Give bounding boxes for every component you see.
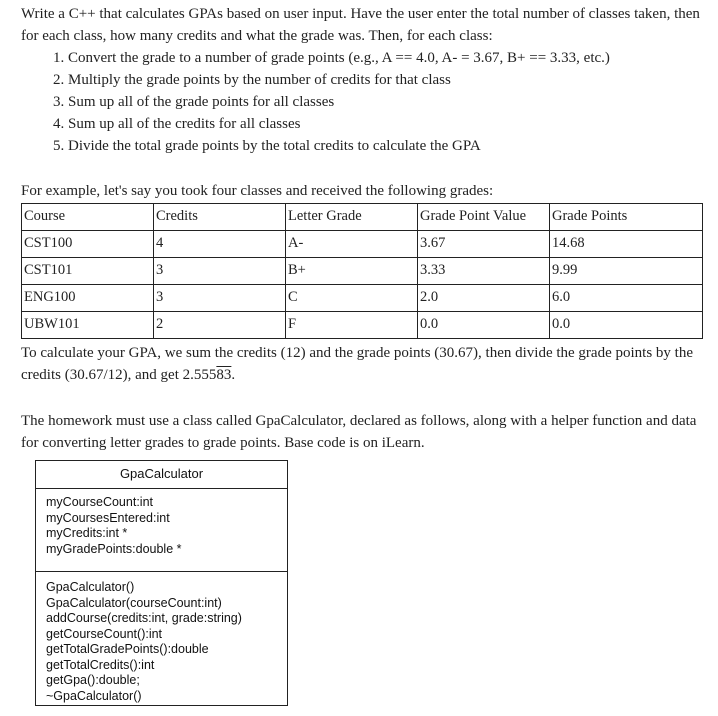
table-cell: 0.0 — [418, 312, 550, 339]
table-cell: CST101 — [22, 258, 154, 285]
uml-attribute: myGradePoints:double * — [46, 541, 182, 556]
table-cell: B+ — [286, 258, 418, 285]
table-header-row — [22, 204, 703, 231]
grades-table — [21, 203, 703, 339]
homework-paragraph: The homework must use a class called GpaCalculator, declared as follows, along with a helper function and data for converting letter grades to grade points. Base code is on iLearn. — [21, 413, 697, 451]
uml-class-name: GpaCalculator — [36, 461, 287, 489]
table-row — [22, 312, 703, 339]
table-cell: C — [286, 285, 418, 312]
uml-operation: getGpa():double; — [46, 673, 140, 687]
table-cell: 9.99 — [550, 258, 703, 285]
table-cell: A- — [286, 231, 418, 258]
uml-operation: ~GpaCalculator() — [46, 688, 142, 703]
table-cell: CST100 — [22, 231, 154, 258]
steps-list — [0, 47, 708, 157]
table-row — [22, 285, 703, 312]
uml-operation: GpaCalculator(courseCount:int) — [46, 595, 222, 610]
table-cell: 2 — [154, 312, 286, 339]
example-intro: For example, let's say you took four classes and received the following grades: — [21, 183, 494, 199]
uml-attribute: myCoursesEntered:int — [46, 510, 170, 525]
step-item: 5. Divide the total grade points by the total credits to calculate the GPA — [68, 135, 708, 157]
uml-attribute: myCredits:int * — [46, 526, 128, 540]
table-header-cell: Letter Grade — [286, 204, 418, 231]
uml-operation: getTotalGradePoints():double — [46, 642, 209, 656]
calculation-text: To calculate your GPA, we sum the credits (12) and the grade points (30.67), then divide the grade points by the credits (30.67/12), and get — [21, 345, 693, 383]
table-cell: ENG100 — [22, 285, 154, 312]
table-header-cell: Grade Points — [550, 204, 703, 231]
uml-operation: GpaCalculator() — [46, 580, 135, 594]
table-header-cell: Grade Point Value — [418, 204, 550, 231]
table-cell: 3 — [154, 258, 286, 285]
table-cell: UBW101 — [22, 312, 154, 339]
uml-attribute: myCourseCount:int — [46, 495, 153, 509]
table-cell: 14.68 — [550, 231, 703, 258]
gpa-repeating-digits: 83 — [216, 367, 232, 383]
step-item: 1. Convert the grade to a number of grade points (e.g., A == 4.0, A- = 3.67, B+ == 3.33, etc.) — [68, 47, 708, 69]
uml-operation: getCourseCount():int — [46, 626, 163, 641]
calculation-paragraph — [21, 342, 701, 386]
table-cell: F — [286, 312, 418, 339]
table-row — [22, 258, 703, 285]
table-row — [22, 231, 703, 258]
step-item: 2. Multiply the grade points by the number of credits for that class — [68, 69, 708, 91]
table-cell: 3 — [154, 285, 286, 312]
table-header-cell: Credits — [154, 204, 286, 231]
gpa-result — [183, 367, 232, 383]
table-cell: 6.0 — [550, 285, 703, 312]
calculation-end: . — [231, 367, 236, 383]
table-cell: 0.0 — [550, 312, 703, 339]
table-header-cell: Course — [22, 204, 154, 231]
step-item: 4. Sum up all of the credits for all classes — [68, 113, 708, 135]
uml-operations — [36, 572, 287, 712]
uml-operation: getTotalCredits():int — [46, 657, 155, 672]
uml-operation: addCourse(credits:int, grade:string) — [46, 611, 242, 625]
intro-paragraph: Write a C++ that calculates GPAs based on user input. Have the user enter the total number of classes taken, then for each class, how many credits and what the grade was. Then, for each class: — [21, 6, 700, 44]
uml-class-diagram — [35, 460, 288, 706]
table-cell: 3.67 — [418, 231, 550, 258]
table-cell: 2.0 — [418, 285, 550, 312]
table-cell: 3.33 — [418, 258, 550, 285]
uml-attributes — [36, 489, 287, 572]
gpa-value-start: 2.555 — [182, 367, 217, 383]
table-cell: 4 — [154, 231, 286, 258]
step-item: 3. Sum up all of the grade points for all classes — [68, 91, 708, 113]
